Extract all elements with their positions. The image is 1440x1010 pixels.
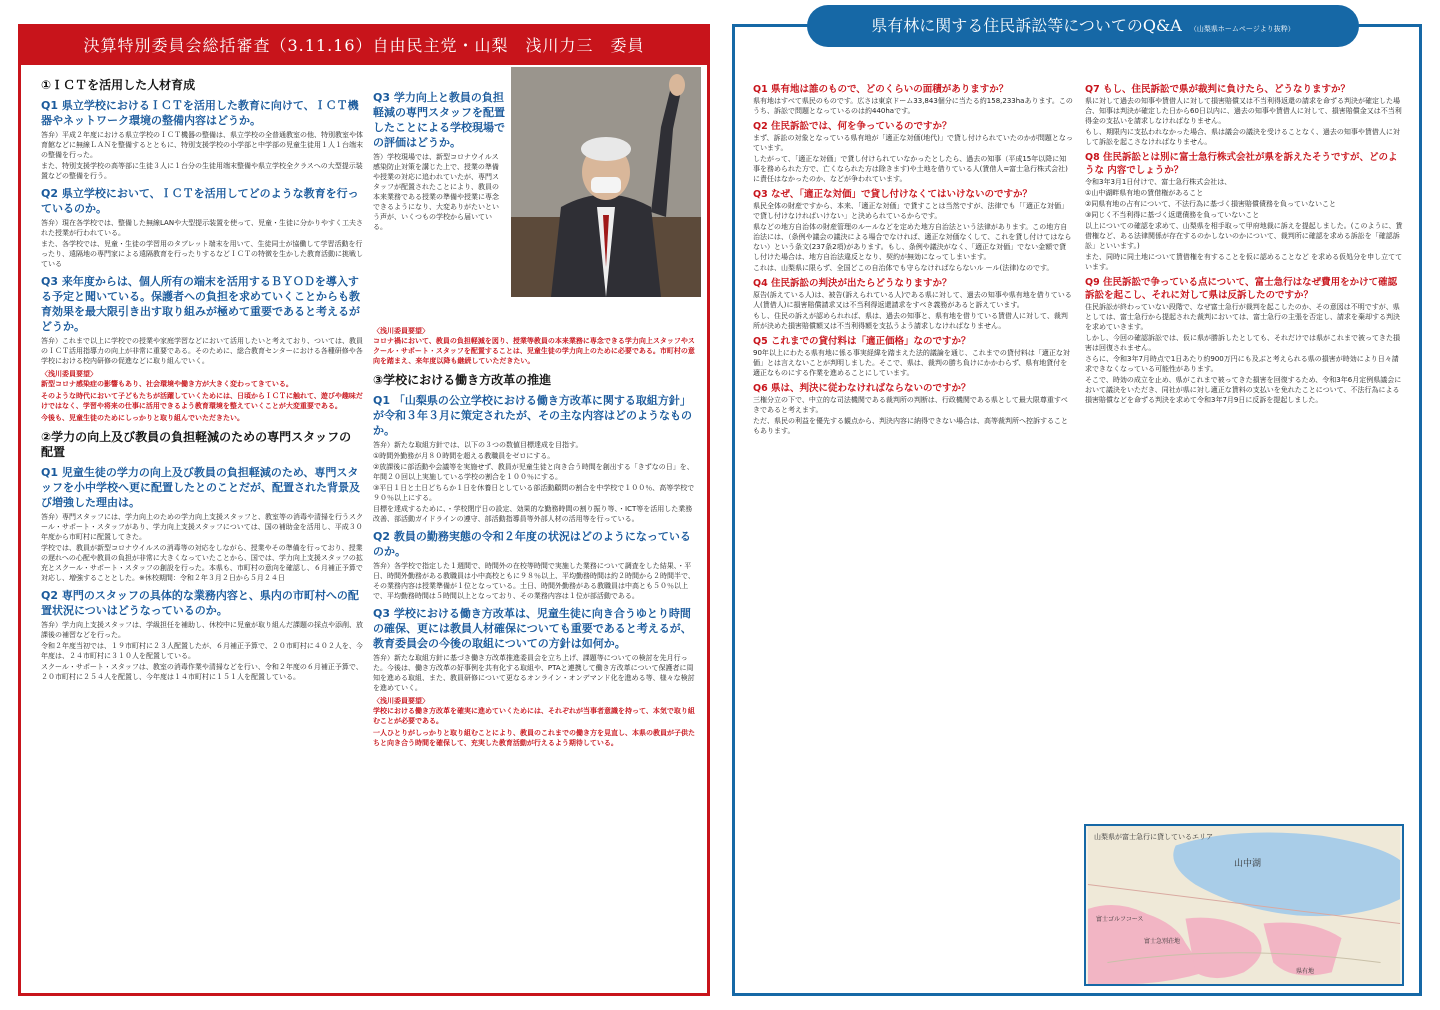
question-heading: Q3 学校における働き方改革は、児童生徒に向き合うゆとり時間の確保、更には教員人材確保についても重要であると考えるが、教育委員会の今後の取組についての方針は如何か。 [373, 607, 692, 650]
request-label: 〈浅川委員要望〉 [373, 697, 429, 705]
report-column-2 [373, 323, 699, 993]
answer-paragraph: ②同県有地の占有について、不法行為に基づく損害賠償債務を負っていないこと [1085, 200, 1336, 208]
answer-paragraph: 令和3年3月1日付けで、富士急行株式会社は、 [1085, 178, 1232, 186]
answer-paragraph: ①山中湖畔県有地の賃借権があること [1085, 189, 1204, 197]
answer-paragraph: また、特別支援学校の高等部に生徒３人に１台分の生徒用端末整備や県立学校全クラスへの大型提示装置などの整備を行う。 [41, 162, 363, 180]
question-heading: Q2 住民訴訟では、何を争っているのですか？ [753, 121, 952, 132]
map-villa-label: 富士急別荘地 [1144, 938, 1181, 945]
answer-paragraph: 県民全体の財産ですから、本来、「適正な対価」で貸すことは当然ですが、法律でも「「適正な対価」で貸し付けなければいけない」と決められているからです。 [753, 202, 1068, 220]
answer-paragraph: 住民訴訟が終わっていない段階で、なぜ富士急行が裁判を起こしたのか、その意図は不明ですが、県としては、富士急行から提起された裁判においては、富士急行の主張を否定し、請求を棄却する判決を求めていきます。 [1085, 303, 1400, 331]
request-paragraph: 今後も、児童生徒のためにしっかりと取り組んでいただきたい。 [41, 414, 244, 422]
question-heading: Q1 「山梨県の公立学校における働き方改革に関する取組方針」が令和３年３月に策定されたが、その主な内容はどのようなものか。 [373, 394, 692, 437]
section-heading: ①ＩＣＴを活用した人材育成 [41, 78, 196, 92]
question-heading: Q2 教員の勤務実態の令和２年度の状況はどのようになっているのか。 [373, 530, 691, 558]
request-paragraph: 学校における働き方改革を確実に進めていくためには、それぞれが当事者意識を持って、本気で取り組むことが必要である。 [373, 707, 695, 725]
answer-paragraph: 県に対して過去の知事や賃借人に対して損害賠償又は不当利得返還の請求を命ずる判決が確定した場合、知事は判決が確定した日から60日以内に、過去の知事や賃借人に対して、損害賠償金又は不当利得金の支払いを請求しなければなりません。 [1085, 97, 1402, 125]
qa-header [807, 5, 1359, 47]
question-heading: Q2 県立学校において、ＩＣＴを活用してどのような教育を行っているのか。 [41, 187, 359, 215]
yamanakako-map-image [1086, 826, 1402, 984]
request-paragraph: 一人ひとりがしっかりと取り組むことにより、教員のこれまでの働き方を見直し、本県の教員が子供たちと向き合う時間を確保して、充実した教育活動が行えるよう期待している。 [373, 729, 695, 747]
request-label: 〈浅川委員要望〉 [41, 370, 97, 378]
answer-paragraph: 原告(訴えている人)は、被告(訴えられている人)である県に対して、過去の知事や県有地を借りている人(賃借人)に損害賠償請求又は不当利得返還請求をすべき義務があると訴えています。 [753, 291, 1072, 309]
answer-paragraph: これは、山梨県に限らず、全国どこの自治体でも守らなければならないル ール(法律)なのです。 [753, 264, 1054, 272]
answer-paragraph: 令和２年度当初では、１９市町村に２３人配置したが、６月補正予算で、２０市町村に４０２人を、今年度は、２４市町村に３１０人を配置している。 [41, 642, 363, 660]
answer-paragraph: 学校では、教員が新型コロナウイルスの消毒等の対応をしながら、授業やその準備を行っており、授業の遅れへの心配や教員の負担が非常に大きくなっていたことから、国では、学力向上支援スタッフの拡充とスクール・サポート・スタッフの創設を行った。本県も、市町村の意向を確認し、６月補正予算で対応し、増強することとした。※休校期間：令和２年３月２日から５月２４日 [41, 544, 363, 582]
answer-paragraph: ただ、県民の利益を優先する観点から、判決内容に納得できない場合は、高等裁判所へ控訴することもあります。 [753, 417, 1068, 435]
answer-paragraph: 答）学校現場では、新型コロナウイルス感染防止対策を講じた上で、授業の準備や授業の対応に追われていたが、専門スタッフが配置されたことにより、教員の本来業務である授業の準備や授業に専念できるようになり、大変ありがたいという声が、いくつもの学校から届いている。 [373, 153, 499, 231]
qa-panel [732, 16, 1422, 996]
map-caption: 山梨県が富士急行に貸しているエリア [1094, 833, 1213, 841]
answer-paragraph: また、各学校では、児童・生徒の学習用のタブレット端末を用いて、生徒同士が協働して学習活動を行ったり、遠隔地の専門家による遠隔教育を行ったりするなどＩＣＴの特徴を生かした教育活動に挑戦している [41, 240, 363, 268]
request-label: 〈浅川委員要望〉 [373, 327, 429, 335]
map-lake-label: 山中湖 [1234, 859, 1262, 869]
answer-paragraph: 90年以上にわたる県有地に係る事実経緯を踏まえた法的議論を通じ、これまでの貸付料は「適正な対価」とは言えないことが判明しました。そこで、県は、裁判の勝ち負けにかかわらず、県有地貸付を適正なものにする作業を進めることにしています。 [753, 349, 1070, 377]
answer-paragraph: ①時間外勤務が月８０時間を超える教職員をゼロにする。 [373, 452, 555, 460]
answer-paragraph: 答弁）これまで以上に学校での授業や家庭学習などにおいて活用したいと考えており、ついては、教員のＩＣＴ活用指導力の向上が非常に重要である。そのために、総合教育センターにおける各種研修や各学校における校内研修の促進などに取り組んでいく。 [41, 337, 363, 365]
answer-paragraph: ③平日１日と土日どちらか１日を休養日としている部活動顧問の割合を中学校で１００％、高等学校で９０％以上にする。 [373, 484, 695, 502]
committee-report-header: 決算特別委員会総括審査（3.11.16）自由民主党・山梨 浅川力三 委員 [21, 27, 707, 65]
request-paragraph: コロナ禍において、教員の負担軽減を図り、授業等教員の本来業務に専念できる学力向上スタッフやスクール・サポート・スタッフを配置することは、児童生徒の学力向上のために必要である。市町村の意向を踏まえ、来年度以降も継続していただきたい。 [373, 337, 695, 365]
question-heading: Q3 来年度からは、個人所有の端末を活用するＢＹＯＤを導入する予定と聞いている。保護者への負担を求めていくことからも教育効果を最大限引き出す取り組みが極めて重要であると考えるがどうか。 [41, 275, 360, 333]
section-heading: ③学校における働き方改革の推進 [373, 373, 552, 387]
question-heading: Q2 専門のスタッフの具体的な業務内容と、県内の市町村への配置状況についはどうなっているのか。 [41, 589, 359, 617]
question-heading: Q1 県立学校におけるＩＣＴを活用した教育に向けて、ＩＣＴ機器やネットワーク環境の整備内容はどうか。 [41, 99, 359, 127]
answer-paragraph: まず、訴訟の対象となっている県有地が「適正な対価(地代)」で貸し付けられていたのかが問題となっています。 [753, 134, 1073, 152]
committee-report-panel [18, 24, 710, 996]
answer-paragraph: 目標を達成するために、・学校閉庁日の設定、効果的な勤務時間の割り振り等、・ICT等を活用した業務改善、部活動ガイドラインの遵守、部活動指導員等外部人材の活用等を行っている。 [373, 505, 693, 523]
question-heading: Q4 住民訴訟の判決が出たらどうなりますか？ [753, 278, 952, 289]
question-heading: Q3 学力向上と教員の負担軽減の専門スタッフを配置したことによる学校現場での評価はどうか。 [373, 91, 505, 149]
answer-paragraph: もし、住民の訴えが認められれば、県は、過去の知事と、県有地を借りている賃借人に対して、裁判所が決めた損害賠償額又は不当利得額を支払うよう請求しなければなりません。 [753, 312, 1068, 330]
map-prefland-label: 県有地 [1296, 968, 1315, 975]
report-column-2-top [373, 85, 505, 335]
section-heading: ②学力の向上及び教員の負担軽減のための専門スタッフの配置 [41, 430, 352, 459]
answer-paragraph: もし、期限内に支払われなかった場合、県は議会の議決を受けることなく、過去の知事や賃借人に対して訴訟を起こさなければなりません。 [1085, 128, 1400, 146]
answer-paragraph: また、同時に同土地について賃借権を有することを仮に認めることなど を求める仮処分を申し立てています。 [1085, 253, 1403, 271]
qa-column-1 [753, 79, 1073, 991]
answer-paragraph: 答弁）各学校で指定した１週間で、時間外の在校等時間で実施した業務について調査をした結果、・平日、時間外勤務がある教職員は小中高校ともに９８％以上、平均勤務時間は約２時間から２時間半で、その業務内容は授業準備が１位となっている。土日、時間外勤務がある教職員は中高とも５０％以上で、平均勤務時間は５時間以上となっており、その業務内容は１位が部活動である。 [373, 562, 695, 600]
speaker-raising-hand-image [511, 67, 701, 297]
answer-paragraph: 答弁）新たな取組方針では、以下の３つの数値目標達成を目指す。 [373, 441, 583, 449]
question-heading: Q3 なぜ、「適正な対価」で貸し付けなくてはいけないのですか？ [753, 189, 1032, 200]
question-heading: Q9 住民訴訟で争っている点について、富士急行はなぜ費用をかけて確認訴訟を起こし、それに対して県は反訴したのですか？ [1085, 277, 1398, 301]
leased-area-map [1084, 824, 1404, 986]
map-golf-label: 富士ゴルフコース [1096, 916, 1144, 923]
question-heading: Q7 もし、住民訴訟で県が裁判に負けたら、どうなりますか？ [1085, 84, 1350, 95]
question-heading: Q1 県有地は誰のもので、どのくらいの面積がありますか？ [753, 84, 1009, 95]
request-paragraph: 新型コロナ感染症の影響もあり、社会環境や働き方が大きく変わってきている。 [41, 380, 293, 388]
question-heading: Q8 住民訴訟とは別に富士急行株式会社が県を訴えたそうですが、どのような 内容でしょうか？ [1085, 152, 1398, 176]
answer-paragraph: 答弁）学力向上支援スタッフは、学級担任を補助し、休校中に児童が取り組んだ課題の採点や添削、放課後の補習などを行った。 [41, 621, 363, 639]
answer-paragraph: 答弁）新たな取組方針に基づき働き方改革推進委員会を立ち上げ、課題等についての検討を先月行った。今後は、働き方改革の好事例を共有化する取組や、PTAと連携して働き方改革について保護者に周知を進める取組、また、教員研修について更なるオンライン・オンデマンド化を進める等、様々な検討を進めていく。 [373, 654, 695, 692]
answer-paragraph: しかし、今回の確認訴訟では、仮に県が勝訴したとしても、それだけでは県がこれまで被ってきた損害は回復されません。 [1085, 334, 1400, 352]
answer-paragraph: 答弁）専門スタッフには、学力向上のための学力向上支援スタッフと、教室等の消毒や清掃を行うスクール・サポート・スタッフがあり、学力向上支援スタッフについては、国の補助金を活用し、平成３０年度から市町村に配置してきた。 [41, 513, 363, 541]
answer-paragraph: スクール・サポート・スタッフは、教室の消毒作業や清掃などを行い、令和２年度の６月補正予算で、２０市町村に２５４人を配置し、今年度は１４市町村に１５１人を配置している。 [41, 663, 363, 681]
question-heading: Q6 県は、判決に従わなければならないのですか？ [753, 383, 971, 394]
answer-paragraph: ②放課後に部活動や会議等を実施せず、教員が児童生徒と向き合う時間を創出する「きずなの日」を、年間２０回以上実施している学校の割合を１００％にする。 [373, 463, 694, 481]
answer-paragraph: 三権分立の下で、中立的な司法機関である裁判所の判断は、行政機関である県として最大限尊重すべきであると考えます。 [753, 396, 1068, 414]
answer-paragraph: したがって、「適正な対価」で貸し付けられていなかったとしたら、過去の知事（平成15年以降に知事を務められた方で、亡くなられた方は除きます)や土地を借りている人(賃借人=富士急行株式会社)に責任はなかったのか、などが争われています。 [753, 155, 1068, 183]
answer-paragraph: 県有地はすべて県民のものです。広さは東京ドーム33,843個分に当たる約158,233haあります。このうち、訴訟で問題となっているのは約440haです。 [753, 97, 1073, 115]
answer-paragraph: ③同じく不当利得に基づく返還債務を負っていないこと [1085, 211, 1260, 219]
report-column-1 [41, 71, 363, 991]
qa-column-2 [1085, 79, 1405, 819]
answer-paragraph: さらに、令和3年7月時点で1日あたり約900万円にも及ぶと考えられる県の損害が時効により日々請求できなくなっている可能性があります。 [1085, 355, 1399, 373]
question-heading: Q1 児童生徒の学力の向上及び教員の負担軽減のため、専門スタッフを小中学校へ更に配置したとのことだが、配置された背景及び増強した理由は。 [41, 466, 360, 509]
committee-member-photo [511, 67, 701, 297]
question-heading: Q5 これまでの貸付料は「適正価格」なのですか？ [753, 336, 971, 347]
answer-paragraph: 答弁）平成２年度における県立学校のＩＣＴ機器の整備は、県立学校の全普通教室の他、特別教室や体育館などに無線ＬＡＮを整備するとともに、特別支援学校の小学部と中学部の児童生徒用１人１台端末の整備を行った。 [41, 131, 363, 159]
answer-paragraph: 以上についての確認を求めて、山梨県を相手取って甲府地裁に訴えを提起しました。(このように、賃借権など、ある法律関係が存在するのかしないのかについて、裁判所に確認を求める訴訟を「確認訴訟」といいます。) [1085, 222, 1403, 250]
qa-source: （山梨県ホームページより抜粋） [1189, 25, 1295, 33]
answer-paragraph: そこで、時効の成立を止め、県がこれまで被ってきた損害を回復するため、令和3年6月定例県議会において議決をいただき、同社が県に対し適正な賃料の支払いを免れたことについて、不法行為による損害賠償などを命ずる判決を求めて令和3年7月9日に反訴を提起しました。 [1085, 376, 1402, 404]
qa-title: 県有林に関する住民訴訟等についてのQ&A [871, 16, 1182, 35]
request-paragraph: そのような時代において子どもたちが活躍していくためには、日頃からＩＣＴに触れて、遊びや趣味だけではなく、学習や将来の仕事に活用できるよう教育環境を整えていくことが大変重要である。 [41, 392, 363, 410]
answer-paragraph: 答弁）現在各学校では、整備した無線LANや大型提示装置を使って、児童・生徒に分かりやすく工夫された授業が行われている。 [41, 219, 363, 237]
answer-paragraph: 県などの地方自治体の財産管理のルールなどを定めた地方自治法という法律があります。この地方自治法には、（条例や議会の議決による場合でなければ、適正な対価なくして、これを貸し付けてはならない）という条文(237条2項)があります。もし、条例や議決がなく、「適正な対価」でない金額で貸し付けた場合は、地方自治法違反となり、契約が無効になってしまいます。 [753, 223, 1072, 261]
